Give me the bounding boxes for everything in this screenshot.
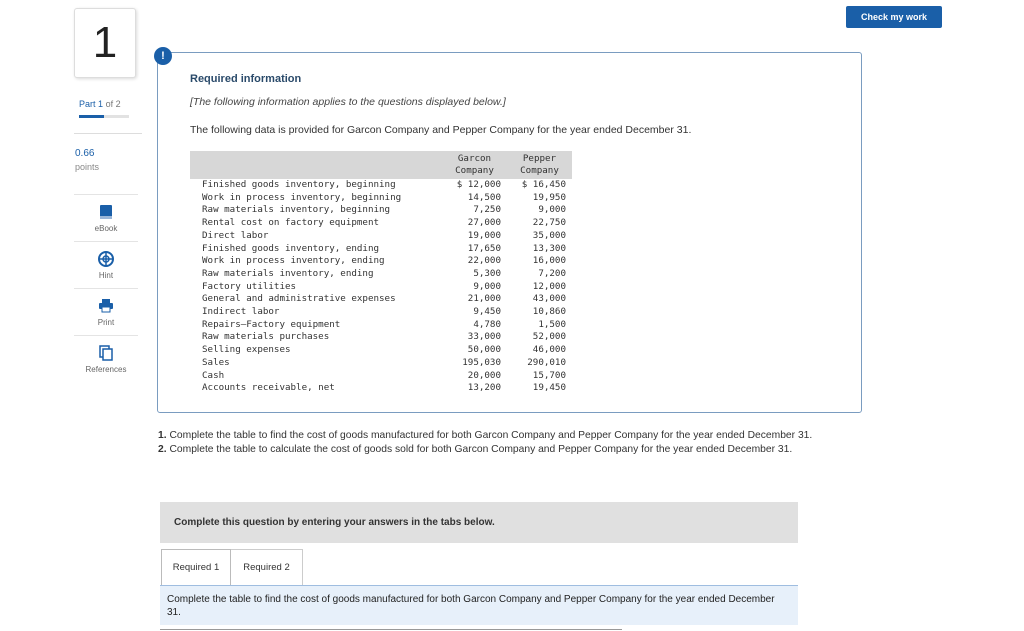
part-current: 1 bbox=[98, 99, 104, 109]
references-button[interactable] bbox=[74, 335, 138, 381]
instruction-number: 2. bbox=[158, 444, 167, 455]
pepper-value: 12,000 bbox=[532, 280, 566, 292]
table-row bbox=[190, 268, 572, 281]
garcon-value: 21,000 bbox=[467, 293, 501, 305]
garcon-value: 33,000 bbox=[467, 331, 501, 343]
pepper-header-line2: Company bbox=[520, 165, 559, 176]
table-row bbox=[190, 319, 572, 332]
garcon-value: 22,000 bbox=[467, 255, 501, 267]
question-number: 1 bbox=[74, 8, 136, 78]
part-of: of 2 bbox=[105, 99, 121, 109]
table-row bbox=[190, 306, 572, 319]
ebook-label: eBook bbox=[94, 223, 118, 233]
instruction-text: Complete the table to find the cost of goods manufactured for both Garcon Company and Pepper Company for the year ended December 31. bbox=[169, 430, 813, 441]
garcon-header-line2: Company bbox=[455, 165, 494, 176]
pepper-value: 13,300 bbox=[532, 242, 566, 254]
pepper-value: 43,000 bbox=[532, 293, 566, 305]
pepper-value: 7,200 bbox=[538, 267, 566, 279]
panel-divider bbox=[160, 629, 622, 630]
company-data-table bbox=[190, 151, 572, 395]
references-icon bbox=[99, 344, 113, 362]
garcon-value: 4,780 bbox=[473, 318, 501, 330]
garcon-value: 20,000 bbox=[467, 369, 501, 381]
instructions bbox=[158, 429, 848, 457]
garcon-value: 19,000 bbox=[467, 229, 501, 241]
garcon-value: 13,200 bbox=[467, 382, 501, 394]
required-information-title: Required information bbox=[190, 73, 302, 85]
print-icon bbox=[98, 297, 114, 315]
table-header-blank bbox=[190, 151, 442, 179]
instruction-item bbox=[158, 429, 848, 443]
row-label: Raw materials inventory, ending bbox=[202, 267, 374, 279]
table-row bbox=[190, 370, 572, 383]
pepper-value: 46,000 bbox=[532, 344, 566, 356]
required-information-description: The following data is provided for Garcon Company and Pepper Company for the year ended December 31. bbox=[190, 124, 692, 136]
pepper-value: 10,860 bbox=[532, 306, 566, 318]
book-icon bbox=[99, 203, 113, 221]
pepper-value: 35,000 bbox=[532, 229, 566, 241]
pepper-value: 1,500 bbox=[538, 318, 566, 330]
garcon-value: 9,450 bbox=[473, 306, 501, 318]
table-row bbox=[190, 243, 572, 256]
table-header-row bbox=[190, 151, 572, 179]
required-information-subtitle: [The following information applies to the questions displayed below.] bbox=[190, 96, 506, 108]
tab-required-1[interactable]: Required 1 bbox=[161, 549, 231, 585]
column-header-garcon bbox=[442, 151, 507, 179]
pepper-value: 19,450 bbox=[532, 382, 566, 394]
pepper-value: 19,950 bbox=[532, 191, 566, 203]
pepper-value: 22,750 bbox=[532, 217, 566, 229]
question-sidebar bbox=[74, 8, 140, 374]
row-label: Factory utilities bbox=[202, 280, 297, 292]
check-my-work-button[interactable]: Check my work bbox=[846, 6, 942, 28]
sidebar-divider bbox=[74, 133, 142, 134]
row-label: Accounts receivable, net bbox=[202, 382, 335, 394]
required-information-panel bbox=[157, 52, 862, 413]
pepper-value: 16,000 bbox=[532, 255, 566, 267]
row-label: Work in process inventory, beginning bbox=[202, 191, 402, 203]
row-label: Raw materials inventory, beginning bbox=[202, 204, 391, 216]
table-row bbox=[190, 217, 572, 230]
table-row bbox=[190, 331, 572, 344]
garcon-value: 14,500 bbox=[467, 191, 501, 203]
table-row bbox=[190, 230, 572, 243]
table-row bbox=[190, 281, 572, 294]
row-label: Direct labor bbox=[202, 229, 269, 241]
pepper-value: 52,000 bbox=[532, 331, 566, 343]
points-label: points bbox=[75, 162, 100, 172]
table-row bbox=[190, 179, 572, 192]
column-header-pepper bbox=[507, 151, 572, 179]
complete-question-banner: Complete this question by entering your answers in the tabs below. bbox=[160, 502, 798, 543]
tab-required-2[interactable]: Required 2 bbox=[231, 549, 303, 585]
garcon-value: 9,000 bbox=[473, 280, 501, 292]
row-label: Raw materials purchases bbox=[202, 331, 330, 343]
garcon-value: $ 12,000 bbox=[456, 179, 501, 190]
ebook-button[interactable] bbox=[74, 194, 138, 240]
garcon-header-line1: Garcon bbox=[457, 153, 492, 164]
part-progress-fill bbox=[79, 115, 104, 118]
instruction-text: Complete the table to calculate the cost of goods sold for both Garcon Company and Pepper Company for the year ended December 31. bbox=[169, 444, 793, 455]
pepper-value: $ 16,450 bbox=[521, 179, 566, 190]
garcon-value: 195,030 bbox=[462, 356, 501, 368]
answer-tabs bbox=[161, 549, 303, 585]
alert-icon: ! bbox=[154, 47, 172, 65]
garcon-value: 27,000 bbox=[467, 217, 501, 229]
print-label: Print bbox=[97, 317, 115, 327]
row-label: Repairs—Factory equipment bbox=[202, 318, 341, 330]
garcon-value: 17,650 bbox=[467, 242, 501, 254]
pepper-value: 9,000 bbox=[538, 204, 566, 216]
row-label: General and administrative expenses bbox=[202, 293, 396, 305]
row-label: Rental cost on factory equipment bbox=[202, 217, 380, 229]
references-label: References bbox=[85, 364, 127, 374]
part-progress-bar bbox=[79, 115, 129, 118]
instruction-item bbox=[158, 443, 848, 457]
table-row bbox=[190, 204, 572, 217]
hint-icon bbox=[98, 250, 114, 268]
table-row bbox=[190, 192, 572, 205]
table-row bbox=[190, 382, 572, 395]
row-label: Selling expenses bbox=[202, 344, 291, 356]
print-button[interactable] bbox=[74, 288, 138, 334]
pepper-header-line1: Pepper bbox=[522, 153, 557, 164]
instruction-number: 1. bbox=[158, 430, 167, 441]
row-label: Indirect labor bbox=[202, 306, 280, 318]
pepper-value: 290,010 bbox=[527, 356, 566, 368]
table-row bbox=[190, 293, 572, 306]
row-label: Finished goods inventory, beginning bbox=[202, 179, 396, 190]
table-row bbox=[190, 344, 572, 357]
row-label: Finished goods inventory, ending bbox=[202, 242, 380, 254]
hint-label: Hint bbox=[98, 270, 114, 280]
table-row bbox=[190, 255, 572, 268]
hint-button[interactable] bbox=[74, 241, 138, 287]
tab-panel-instruction: Complete the table to find the cost of goods manufactured for both Garcon Company and Pepper Company for the year ended December 31. bbox=[160, 585, 798, 625]
pepper-value: 15,700 bbox=[532, 369, 566, 381]
table-row bbox=[190, 357, 572, 370]
part-label: Part bbox=[79, 99, 96, 109]
row-label: Work in process inventory, ending bbox=[202, 255, 385, 267]
garcon-value: 7,250 bbox=[473, 204, 501, 216]
row-label: Cash bbox=[202, 369, 225, 381]
part-indicator bbox=[79, 99, 121, 109]
row-label: Sales bbox=[202, 356, 230, 368]
garcon-value: 5,300 bbox=[473, 267, 501, 279]
points-value: 0.66 bbox=[75, 148, 95, 159]
garcon-value: 50,000 bbox=[467, 344, 501, 356]
